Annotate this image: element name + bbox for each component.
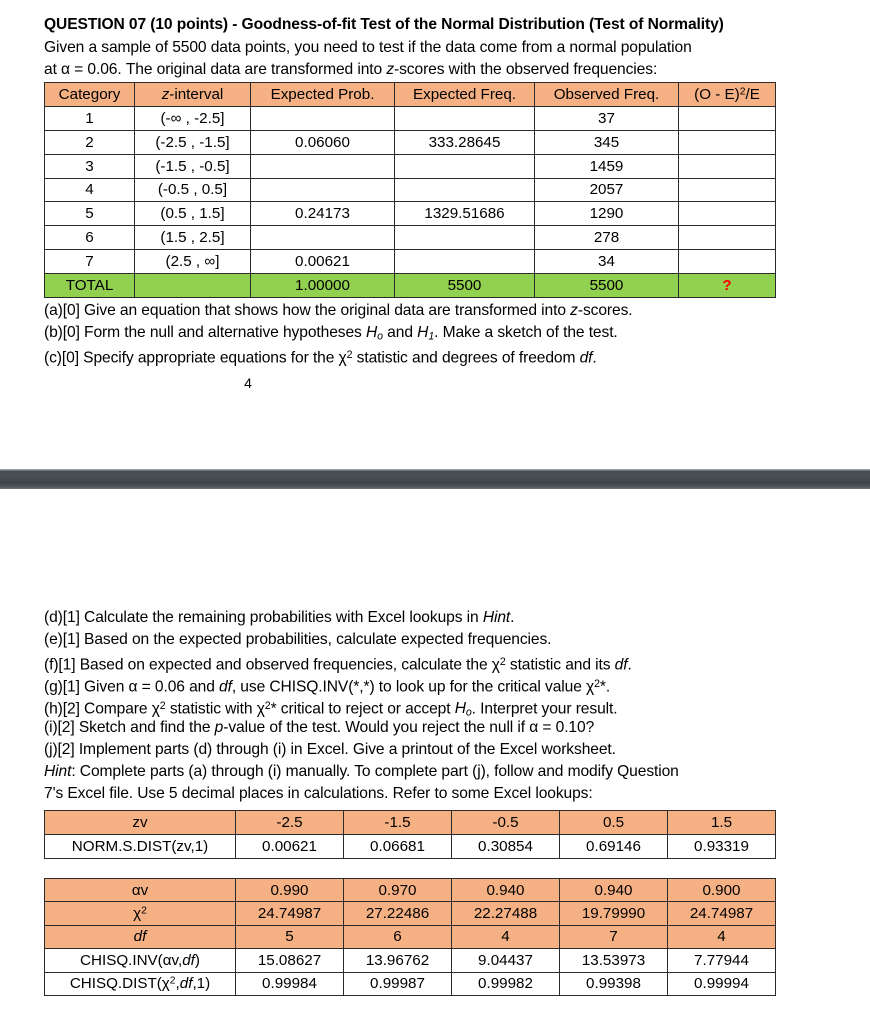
hint-label: Hint	[44, 763, 72, 780]
normsdist-row	[45, 835, 776, 859]
intro-line-2	[44, 59, 834, 82]
cell-expected-prob	[251, 106, 395, 130]
df-value: 5	[236, 925, 344, 948]
page-number: 4	[244, 375, 252, 391]
normsdist-row-label: NORM.S.DIST(zv,1)	[45, 835, 236, 859]
part-d	[44, 607, 834, 630]
cell-category: 6	[45, 226, 135, 250]
zv-value: -1.5	[344, 811, 452, 835]
chisq-dist-value: 0.99994	[668, 972, 776, 995]
cell-expected-freq: 333.28645	[395, 130, 535, 154]
hint-text-1: : Complete parts (a) through (i) manually. To complete part (j), follow and modify Question	[71, 763, 679, 780]
hint-line-1	[44, 761, 834, 784]
chisq-lookup-table	[44, 878, 776, 996]
chisq-inv-value: 7.77944	[668, 949, 776, 972]
normsdist-value: 0.69146	[560, 835, 668, 859]
cell-observed-freq: 345	[535, 130, 679, 154]
table-row	[45, 250, 776, 274]
alpha-value: 0.900	[668, 879, 776, 902]
chisq-inv-value: 15.08627	[236, 949, 344, 972]
cell-expected-freq	[395, 154, 535, 178]
cell-contribution	[679, 130, 776, 154]
part-f-text-2: statistic and its	[505, 656, 615, 674]
chisq-inv-value: 13.96762	[344, 949, 452, 972]
chisq-value: 27.22486	[344, 902, 452, 925]
cell-contribution	[679, 226, 776, 250]
chisq-dist-value: 0.99398	[560, 972, 668, 995]
zv-value: 0.5	[560, 811, 668, 835]
part-c-label: (c)[0]	[44, 349, 84, 367]
cell-expected-prob	[251, 178, 395, 202]
col-header-expected-prob: Expected Prob.	[251, 83, 395, 107]
cell-observed-freq: 2057	[535, 178, 679, 202]
page-title	[44, 14, 834, 37]
chi-statistic-row	[45, 902, 776, 925]
part-h-sup-2a: 2	[159, 700, 166, 712]
cell-observed-freq: 37	[535, 106, 679, 130]
table-total-row	[45, 274, 776, 298]
cell-expected-freq	[395, 250, 535, 274]
part-c-text-3: .	[592, 349, 597, 367]
chi-row-label-chisq: $\chi^2$	[45, 902, 236, 925]
cell-contribution	[679, 250, 776, 274]
part-b-h-alt: $H_1$	[417, 324, 435, 343]
zv-value: -0.5	[452, 811, 560, 835]
part-e-label: (e)[1]	[44, 631, 85, 648]
part-j-label: (j)[2]	[44, 741, 79, 758]
table-row	[45, 226, 776, 250]
part-a-label: (a)[0]	[44, 302, 85, 319]
zv-value: 1.5	[668, 811, 776, 835]
cell-category: 4	[45, 178, 135, 202]
cell-contribution	[679, 106, 776, 130]
cell-total-contribution-unknown: ?	[679, 274, 776, 298]
normsdist-value: 0.06681	[344, 835, 452, 859]
part-j	[44, 739, 834, 762]
df-value: 4	[452, 925, 560, 948]
zv-value: -2.5	[236, 811, 344, 835]
part-a-text-2: -scores.	[577, 302, 633, 319]
alpha-value: 0.940	[560, 879, 668, 902]
part-e	[44, 629, 834, 652]
cell-expected-prob: 0.06060	[251, 130, 395, 154]
chisq-dist-value: 0.99982	[452, 972, 560, 995]
part-c	[44, 344, 834, 370]
part-h-sup-2b: 2	[264, 700, 271, 712]
part-a-text-1: Give an equation that shows how the original data are transformed into	[84, 302, 571, 319]
cell-total-label: TOTAL	[45, 274, 135, 298]
part-f-df-italic: df	[614, 656, 628, 674]
alpha-value: 0.970	[344, 879, 452, 902]
cell-category: 3	[45, 154, 135, 178]
col-header-expected-freq: Expected Freq.	[395, 83, 535, 107]
cell-category: 2	[45, 130, 135, 154]
part-b-text-1: Form the null and alternative hypotheses	[84, 324, 366, 341]
part-h-h-null: $H_o$	[454, 700, 472, 719]
cell-expected-prob	[251, 226, 395, 250]
part-f-text-1: Based on expected and observed frequencies, calculate the χ	[79, 656, 500, 674]
chisq-inv-value: 9.04437	[452, 949, 560, 972]
cell-observed-freq: 1459	[535, 154, 679, 178]
df-value: 7	[560, 925, 668, 948]
cell-expected-prob: 0.24173	[251, 202, 395, 226]
part-f-sup-2: 2	[499, 656, 506, 668]
col-header-contribution: (O - E)$^2$/E	[679, 83, 776, 107]
part-f-label: (f)[1]	[44, 656, 80, 674]
intro-text-1: Given a sample of 5500 data points, you need to test if the data come from a normal population	[44, 39, 692, 56]
part-b-h-null: $H_o$	[365, 324, 383, 343]
chi-row-label-df: df	[45, 925, 236, 948]
col-header-category: Category	[45, 83, 135, 107]
part-b-text-2: . Make a sketch of the test.	[434, 324, 618, 341]
chisq-inv-row	[45, 949, 776, 972]
intro-z-italic: z	[386, 61, 395, 78]
part-e-text: Based on the expected probabilities, calculate expected frequencies.	[84, 631, 552, 648]
part-b-label: (b)[0]	[44, 324, 85, 341]
alpha-value: 0.990	[236, 879, 344, 902]
cell-interval: (-2.5 , -1.5]	[135, 130, 251, 154]
chi-row-label-chisq-dist: $CHISQ.DIST(\chi^2,df,1)$	[45, 972, 236, 995]
cell-total-expected-freq: 5500	[395, 274, 535, 298]
part-d-text-1: Calculate the remaining probabilities with Excel lookups in	[84, 609, 483, 626]
table-header-row	[45, 83, 776, 107]
cell-observed-freq: 278	[535, 226, 679, 250]
part-g-sup-2: 2	[594, 678, 600, 690]
goodness-of-fit-table	[44, 82, 776, 298]
chi-row-label-alpha: αv	[45, 879, 236, 902]
zv-row-label: zv	[45, 811, 236, 835]
cell-interval: (-∞ , -2.5]	[135, 106, 251, 130]
chi-alpha-row	[45, 879, 776, 902]
part-g-text-2: , use CHISQ.INV(*,*) to look up for the critical value χ	[231, 678, 595, 696]
cell-category: 1	[45, 106, 135, 130]
question-heading-title: Goodness-of-fit Test of the Normal Distribution (Test of Normality)	[241, 16, 724, 33]
cell-interval: (2.5 , ∞]	[135, 250, 251, 274]
chisq-value: 24.74987	[668, 902, 776, 925]
normsdist-value: 0.93319	[668, 835, 776, 859]
table-row	[45, 178, 776, 202]
cell-interval: (-1.5 , -0.5]	[135, 154, 251, 178]
cell-contribution	[679, 178, 776, 202]
cell-expected-prob: 0.00621	[251, 250, 395, 274]
cell-category: 5	[45, 202, 135, 226]
col-header-observed-freq: Observed Freq.	[535, 83, 679, 107]
part-d-hint-italic: Hint	[482, 609, 511, 626]
chi-df-row	[45, 925, 776, 948]
cell-expected-prob	[251, 154, 395, 178]
part-h-text-3: * critical to reject or accept	[270, 700, 455, 718]
cell-contribution	[679, 202, 776, 226]
table-row	[45, 202, 776, 226]
part-i-p-italic: p	[214, 719, 224, 736]
chisq-dist-row	[45, 972, 776, 995]
cell-total-observed-freq: 5500	[535, 274, 679, 298]
part-c-df-italic: df	[579, 349, 593, 367]
table-row	[45, 106, 776, 130]
part-h-text-4: . Interpret your result.	[471, 700, 618, 718]
part-c-text-2: statistic and degrees of freedom	[352, 349, 580, 367]
alpha-value: 0.940	[452, 879, 560, 902]
part-i-label: (i)[2]	[44, 719, 79, 736]
intro-text-2a: at α = 0.06. The original data are transformed into	[44, 61, 387, 78]
col-header-z-interval: z-interval	[135, 83, 251, 107]
part-a	[44, 300, 834, 323]
chisq-dist-value: 0.99987	[344, 972, 452, 995]
normsdist-lookup-table	[44, 810, 776, 859]
cell-interval: (0.5 , 1.5]	[135, 202, 251, 226]
page-separator-band	[0, 469, 870, 489]
part-d-label: (d)[1]	[44, 609, 85, 626]
part-g-text-1: Given α = 0.06 and	[84, 678, 220, 696]
part-g-df-italic: df	[219, 678, 232, 696]
chisq-value: 22.27488	[452, 902, 560, 925]
part-f-text-3: .	[627, 656, 632, 674]
cell-observed-freq: 1290	[535, 202, 679, 226]
zv-header-row	[45, 811, 776, 835]
cell-interval: (1.5 , 2.5]	[135, 226, 251, 250]
part-c-sup-2: 2	[346, 349, 353, 361]
normsdist-value: 0.30854	[452, 835, 560, 859]
cell-expected-freq	[395, 226, 535, 250]
cell-total-expected-prob: 1.00000	[251, 274, 395, 298]
cell-interval: (-0.5 , 0.5]	[135, 178, 251, 202]
table-row	[45, 130, 776, 154]
intro-text-2b: -scores with the observed frequencies:	[394, 61, 658, 78]
part-c-text-1: Specify appropriate equations for the χ	[83, 349, 347, 367]
normsdist-value: 0.00621	[236, 835, 344, 859]
intro-line-1	[44, 37, 834, 60]
part-a-italic: z	[570, 302, 578, 319]
chisq-inv-value: 13.53973	[560, 949, 668, 972]
chisq-value: 19.79990	[560, 902, 668, 925]
chi-row-label-chisq-inv: CHISQ.INV(αv,df)	[45, 949, 236, 972]
cell-expected-freq	[395, 178, 535, 202]
part-i-text-1: Sketch and find the	[78, 719, 215, 736]
chisq-dist-value: 0.99984	[236, 972, 344, 995]
part-i	[44, 717, 834, 740]
part-d-text-2: .	[510, 609, 515, 626]
cell-observed-freq: 34	[535, 250, 679, 274]
df-value: 6	[344, 925, 452, 948]
cell-total-interval	[135, 274, 251, 298]
part-i-text-2: -value of the test. Would you reject the null if α = 0.10?	[223, 719, 595, 736]
hint-text-2: 7's Excel file. Use 5 decimal places in calculations. Refer to some Excel lookups:	[44, 785, 593, 802]
chisq-value: 24.74987	[236, 902, 344, 925]
part-h-text-1: Compare χ	[84, 700, 160, 718]
part-j-text: Implement parts (d) through (i) in Excel. Give a printout of the Excel worksheet.	[78, 741, 616, 758]
part-h-text-2: statistic with χ	[165, 700, 265, 718]
part-g-label: (g)[1]	[44, 678, 85, 696]
cell-expected-freq: 1329.51686	[395, 202, 535, 226]
question-heading-prefix: QUESTION 07 (10 points) -	[44, 16, 242, 33]
part-h-label: (h)[2]	[44, 700, 85, 718]
part-g-text-3: *.	[599, 678, 611, 696]
df-value: 4	[668, 925, 776, 948]
cell-contribution	[679, 154, 776, 178]
table-row	[45, 154, 776, 178]
cell-expected-freq	[395, 106, 535, 130]
part-b: (b)[0] Form the null and alternative hypotheses $H_o$ and $H_1$. Make a sketch of the test.	[44, 324, 618, 343]
cell-category: 7	[45, 250, 135, 274]
hint-line-2	[44, 783, 834, 806]
